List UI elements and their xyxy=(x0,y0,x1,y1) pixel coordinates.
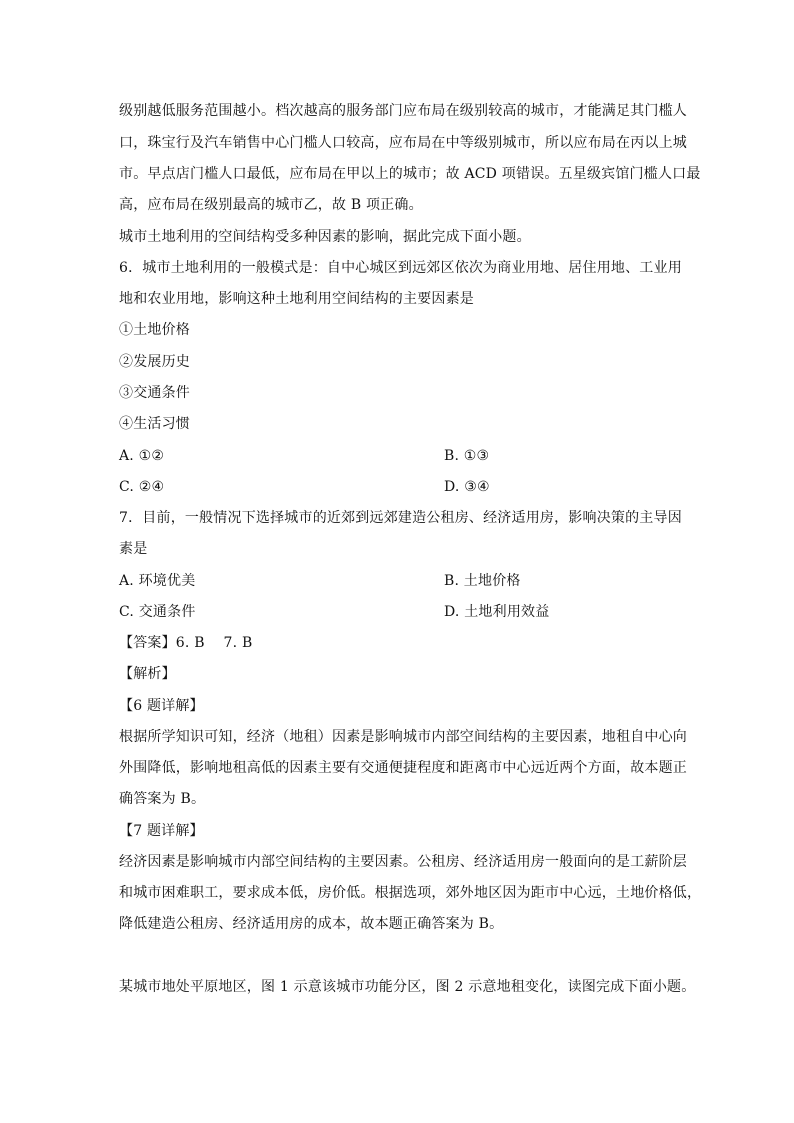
q7-option-a: A. 环境优美 xyxy=(119,573,196,589)
q6-item-4: ④生活习惯 xyxy=(119,416,190,432)
q6-option-a: A. ①② xyxy=(119,448,165,464)
q6-item-2: ②发展历史 xyxy=(119,354,190,370)
q7-option-b: B. 土地价格 xyxy=(444,573,521,589)
q6-item-3: ③交通条件 xyxy=(119,385,190,401)
q7-stem-line-1: 7．目前，一般情况下选择城市的近郊到远郊建造公租房、经济适用房，影响决策的主导因 xyxy=(119,510,682,526)
answer-line: 【答案】6. B 7. B xyxy=(119,635,253,651)
detail7-line-1: 经济因素是影响城市内部空间结构的主要因素。公租房、经济适用房一般面向的是工薪阶层 xyxy=(119,854,687,870)
q6-option-b: B. ①③ xyxy=(444,448,490,464)
intro-line-4: 高，应布局在级别最高的城市乙，故 B 项正确。 xyxy=(119,197,423,213)
detail7-label: 【7 题详解】 xyxy=(119,823,204,839)
detail6-line-3: 确答案为 B。 xyxy=(119,791,206,807)
intro-line-3: 市。早点店门槛人口最低，应布局在甲以上的城市；故 ACD 项错误。五星级宾馆门槛人口最 xyxy=(119,166,701,182)
detail6-line-1: 根据所学知识可知，经济（地租）因素是影响城市内部空间结构的主要因素，地租自中心向 xyxy=(119,729,687,745)
q6-item-1: ①土地价格 xyxy=(119,322,190,338)
intro-line-2: 口，珠宝行及汽车销售中心门槛人口较高，应布局在中等级别城市，所以应布局在丙以上城 xyxy=(119,135,687,151)
detail6-label: 【6 题详解】 xyxy=(119,698,204,714)
q7-option-d: D. 土地利用效益 xyxy=(444,604,550,620)
detail7-line-3: 降低建造公租房、经济适用房的成本，故本题正确答案为 B。 xyxy=(119,916,504,932)
next-question-stem: 某城市地处平原地区，图 1 示意该城市功能分区，图 2 示意地租变化，读图完成下面小题。 xyxy=(119,979,696,995)
analysis-label: 【解析】 xyxy=(119,666,176,682)
group-stem: 城市土地利用的空间结构受多种因素的影响，据此完成下面小题。 xyxy=(119,229,531,245)
q6-option-d: D. ③④ xyxy=(444,479,490,495)
q7-stem-line-2: 素是 xyxy=(119,541,148,557)
q6-stem-line-2: 地和农业用地，影响这种土地利用空间结构的主要因素是 xyxy=(119,291,474,307)
intro-line-1: 级别越低服务范围越小。档次越高的服务部门应布局在级别较高的城市，才能满足其门槛人 xyxy=(119,103,687,119)
detail7-line-2: 和城市困难职工，要求成本低，房价低。根据选项，郊外地区因为距市中心远，土地价格低， xyxy=(119,885,702,901)
q6-option-c: C. ②④ xyxy=(119,479,165,495)
q6-stem-line-1: 6．城市土地利用的一般模式是：自中心城区到远郊区依次为商业用地、居住用地、工业用 xyxy=(119,260,682,276)
detail6-line-2: 外围降低，影响地租高低的因素主要有交通便捷程度和距离市中心远近两个方面，故本题正 xyxy=(119,760,687,776)
q7-option-c: C. 交通条件 xyxy=(119,604,196,620)
